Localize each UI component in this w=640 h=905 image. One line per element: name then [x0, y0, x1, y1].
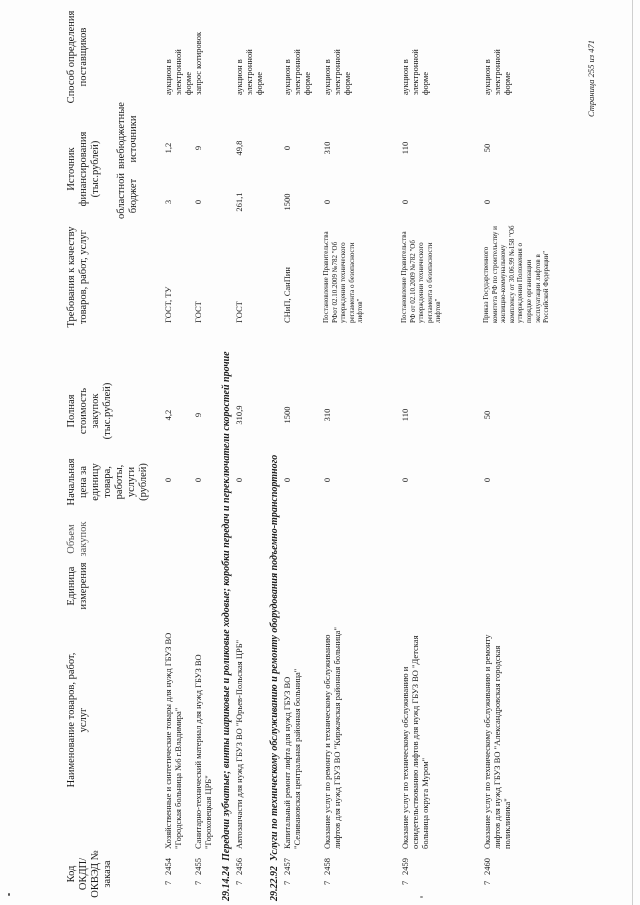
row-price: 0 — [482, 477, 492, 483]
row-prefix: 7 — [400, 880, 410, 885]
row-order-number: 2457 — [282, 858, 292, 875]
row-order-number: 2459 — [400, 858, 410, 875]
row-prefix: 7 — [193, 880, 203, 885]
header-method: Способ определения поставщиков — [66, 10, 89, 104]
row-extra-budget: 110 — [400, 141, 410, 155]
row-price: 0 — [400, 477, 410, 483]
row-order-number: 2454 — [163, 858, 173, 875]
group-heading — [269, 455, 280, 901]
row-order-number: 2456 — [234, 858, 244, 875]
row-name: Капитальный ремонт лифта для нужд ГБУЗ ВО "Селивановская центральная районная больница" — [282, 668, 302, 849]
row-requirements: Постановление Правительства РФот 02.10.2009 №782 "Об утверждении технического регламента о безопасности лифтов" — [322, 231, 365, 323]
group-code: 29.22.92 — [269, 866, 280, 901]
row-prefix: 7 — [282, 880, 292, 885]
row-extra-budget: 0 — [282, 145, 292, 151]
row-total: 50 — [482, 410, 492, 420]
header-source-regional: областной бюджет — [116, 173, 139, 219]
row-order-number: 2455 — [193, 858, 203, 875]
group-code: 29.14.24 — [221, 866, 232, 901]
header-unit: Единица измерения — [66, 562, 89, 610]
row-regional-budget: 261,1 — [234, 192, 244, 212]
row-regional-budget: 0 — [193, 199, 203, 205]
row-name: Оказание услуг по ремонту и техническому обслуживанию лифтов для нужд ГБУЗ ВО "Киржачская районная больница" — [322, 627, 342, 849]
row-price: 0 — [282, 477, 292, 483]
row-requirements: ГОСТ — [193, 301, 203, 323]
row-extra-budget: 49,8 — [234, 140, 244, 156]
row-name: Санитарно-технический материал для нужд ГБУЗ ВО "Гороховецкая ЦРБ" — [193, 654, 213, 849]
row-requirements: ГОСТ, ТУ — [163, 286, 173, 323]
group-heading — [221, 351, 232, 901]
header-total: Полная стоимость закупок (тыс.рублей) — [66, 382, 113, 440]
row-total: 110 — [400, 408, 410, 422]
row-extra-budget: 9 — [193, 145, 203, 151]
scan-speck — [420, 896, 423, 898]
row-extra-budget: 1,2 — [163, 142, 173, 154]
row-name: Оказание услуг по техническому обслуживанию и освидетельствованию лифтов для нужд ГБУЗ ВО "Детская больница округа Муром" — [400, 635, 430, 849]
row-name: Хозяйственные и синтетические товары для нужд ГБУЗ ВО "Городская больница №6 г.Владимира" — [163, 632, 183, 849]
row-total: 4,2 — [163, 409, 173, 421]
row-method: аукцион в электронной форме — [482, 49, 512, 95]
row-prefix: 7 — [163, 880, 173, 885]
row-prefix: 7 — [234, 880, 244, 885]
row-prefix: 7 — [322, 880, 332, 885]
row-price: 0 — [193, 477, 203, 483]
row-regional-budget: 0 — [400, 199, 410, 205]
row-requirements: СНиП, СанПин — [282, 267, 292, 323]
row-method: аукцион в электронной форме — [282, 49, 312, 95]
row-extra-budget: 310 — [322, 141, 332, 155]
row-method: запрос котировок — [193, 31, 203, 95]
row-extra-budget: 50 — [482, 143, 492, 153]
header-name: Наименование товаров, работ, услуг — [66, 652, 89, 788]
row-price: 0 — [234, 477, 244, 483]
header-code: Код ОКДП/ ОКВЭД № заказа — [66, 850, 113, 898]
row-regional-budget: 0 — [482, 199, 492, 205]
page-number: Страница 255 из 471 — [586, 40, 596, 117]
row-requirements: ГОСТ — [234, 301, 244, 323]
header-requirements: Требования к качеству товаров, работ, услуг — [66, 226, 89, 328]
row-total: 1500 — [282, 406, 292, 424]
scan-speck — [8, 893, 10, 896]
header-volume: Объем закупок — [66, 521, 89, 557]
row-total: 310 — [322, 408, 332, 422]
row-regional-budget: 1500 — [282, 193, 292, 211]
row-total: 9 — [193, 412, 203, 418]
row-order-number: 2458 — [322, 858, 332, 875]
header-price: Начальная цена за единицу товара, работы, услуги (рублей) — [66, 458, 149, 506]
row-method: аукцион в электронной форме — [163, 49, 193, 95]
row-requirements: Постановление Правительства РФ от 02.10.2009 №782 "Об утверждении технического регламента о безопасности лифтов" — [400, 231, 443, 323]
row-order-number: 2460 — [482, 858, 492, 875]
row-price: 0 — [163, 477, 173, 483]
row-regional-budget: 3 — [163, 199, 173, 205]
row-name: Автозапчасти для нужд ГБУЗ ВО "Юрьев-Польская ЦРБ" — [234, 639, 244, 849]
group-title: Услуги по техническому обслуживанию и ремонту оборудования подъемно-транспортного — [269, 454, 280, 861]
row-total: 310,9 — [234, 405, 244, 425]
scan-edge-line — [632, 0, 633, 905]
group-title: Передачи зубчатые; винты шариковые и роликовые ходовые; коробки передач и переключатели скоростей прочие — [221, 351, 232, 861]
row-method: аукцион в электронной форме — [400, 49, 430, 95]
header-source: Источник финансирования (тыс.рублей) — [66, 131, 101, 207]
row-method: аукцион в электронной форме — [234, 49, 264, 95]
row-price: 0 — [322, 477, 332, 483]
row-method: аукцион в электронной форме — [322, 49, 352, 95]
row-regional-budget: 0 — [322, 199, 332, 205]
row-prefix: 7 — [482, 880, 492, 885]
row-name: Оказание услуг по техническому обслуживанию и ремонту лифтов для нужд ГБУЗ ВО "Александровская городская поликлиника" — [482, 634, 512, 849]
header-source-extra: внебюджетные источники — [116, 102, 139, 169]
row-requirements: Приказ Государственного комитета РФ по строительству и жилищно-коммунальному комплексу от 30.06.99 №158 "Об утверждении Положения о порядке организации эксплуатации лифтов в Российской Федерации" — [482, 225, 551, 323]
